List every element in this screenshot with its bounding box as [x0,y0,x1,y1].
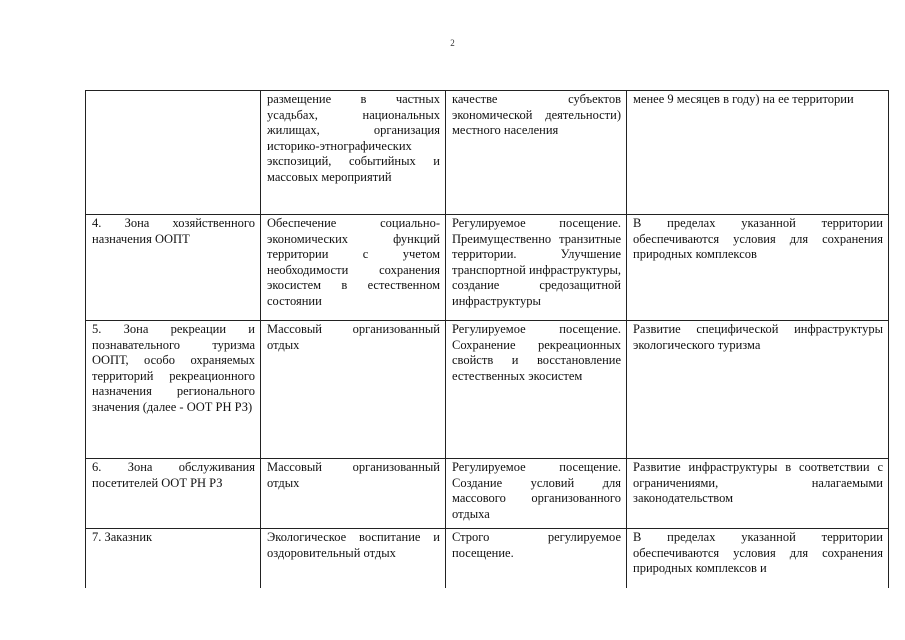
purpose-cell: Массовый организованный отдых [261,459,446,529]
zone-cell [86,91,261,215]
purpose-cell: Экологическое воспитание и оздоровительный отдых [261,529,446,589]
conditions-cell: В пределах указанной территории обеспечиваются условия для сохранения природных комплексов [627,215,889,321]
table-row [86,91,889,215]
purpose-cell: Массовый организованный отдых [261,321,446,459]
zone-cell: 4. Зона хозяйственного назначения ООПТ [86,215,261,321]
zone-cell: 5. Зона рекреации и познавательного туризма ООПТ, особо охраняемых территорий рекреационного назначения регионального значения (далее - ООТ РН РЗ) [86,321,261,459]
table-row [86,215,889,321]
conditions-cell: менее 9 месяцев в году) на ее территории [627,91,889,215]
table-row [86,459,889,529]
regime-cell: Регулируемое посещение. Сохранение рекреационных свойств и восстановление естественных экосистем [446,321,627,459]
purpose-cell: Обеспечение социально-экономических функций территории с учетом необходимости сохранения экосистем в естественном состоянии [261,215,446,321]
regime-cell: Регулируемое посещение. Создание условий для массового организованного отдыха [446,459,627,529]
page-number: 2 [450,38,455,48]
conditions-cell: Развитие инфраструктуры в соответствии с ограничениями, налагаемыми законодательством [627,459,889,529]
conditions-cell: В пределах указанной территории обеспечиваются условия для сохранения природных комплексов и [627,529,889,589]
regime-cell: Регулируемое посещение. Преимущественно транзитные территории. Улучшение транспортной инфраструктуры, создание средозащитной инфраструктуры [446,215,627,321]
conditions-cell: Развитие специфической инфраструктуры экологического туризма [627,321,889,459]
zone-cell: 7. Заказник [86,529,261,589]
regime-cell: Строго регулируемое посещение. [446,529,627,589]
zone-cell: 6. Зона обслуживания посетителей ООТ РН РЗ [86,459,261,529]
purpose-cell: размещение в частных усадьбах, национальных жилищах, организация историко-этнографических экспозиций, событийных и массовых мероприятий [261,91,446,215]
table-row [86,321,889,459]
zoning-table [85,90,889,588]
table-row [86,529,889,589]
regime-cell: качестве субъектов экономической деятельности) местного населения [446,91,627,215]
